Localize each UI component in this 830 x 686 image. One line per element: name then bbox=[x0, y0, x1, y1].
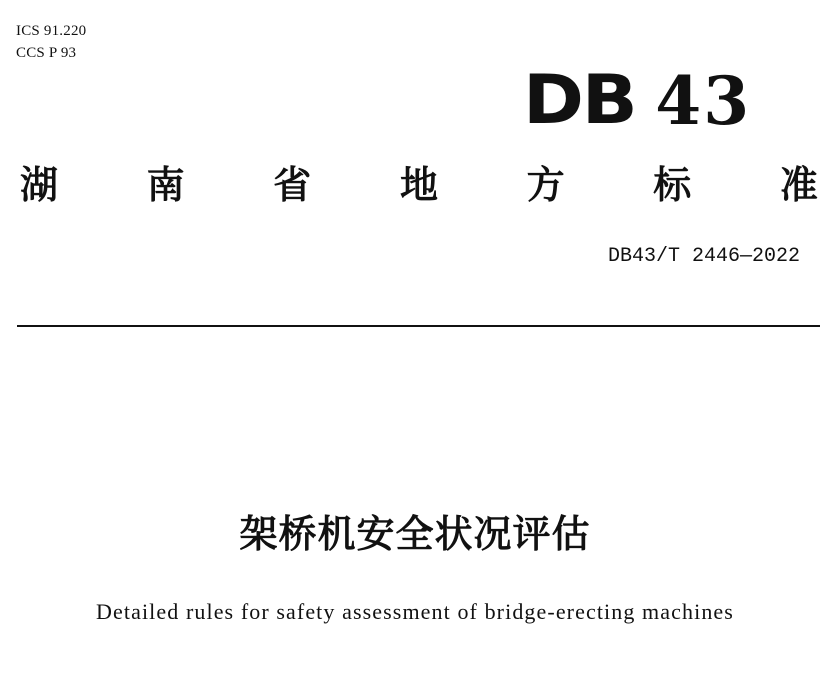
chinese-title: 架桥机安全状况评估 bbox=[239, 512, 591, 556]
db43-logo bbox=[523, 60, 752, 140]
standard-type-char: 标 bbox=[653, 163, 692, 207]
standard-number: DB43/T 2446—2022 bbox=[607, 245, 800, 268]
standard-type-char: 南 bbox=[146, 163, 185, 207]
db-logo-province-code: 43 bbox=[655, 62, 752, 140]
db-logo-letters: DB bbox=[523, 61, 636, 140]
standard-type-char: 省 bbox=[273, 163, 312, 207]
header-divider bbox=[17, 325, 820, 327]
standard-type-heading bbox=[18, 160, 820, 210]
english-title: Detailed rules for safety assessment of bridge-erecting machines bbox=[96, 599, 734, 624]
ics-code: ICS 91.220 bbox=[16, 23, 87, 39]
ccs-code: CCS P 93 bbox=[16, 45, 77, 61]
standard-type-char: 地 bbox=[399, 163, 438, 207]
classification-codes bbox=[16, 20, 86, 64]
standard-type-char: 方 bbox=[526, 163, 565, 207]
standard-type-char: 准 bbox=[779, 163, 818, 207]
standard-type-char: 湖 bbox=[19, 163, 58, 207]
